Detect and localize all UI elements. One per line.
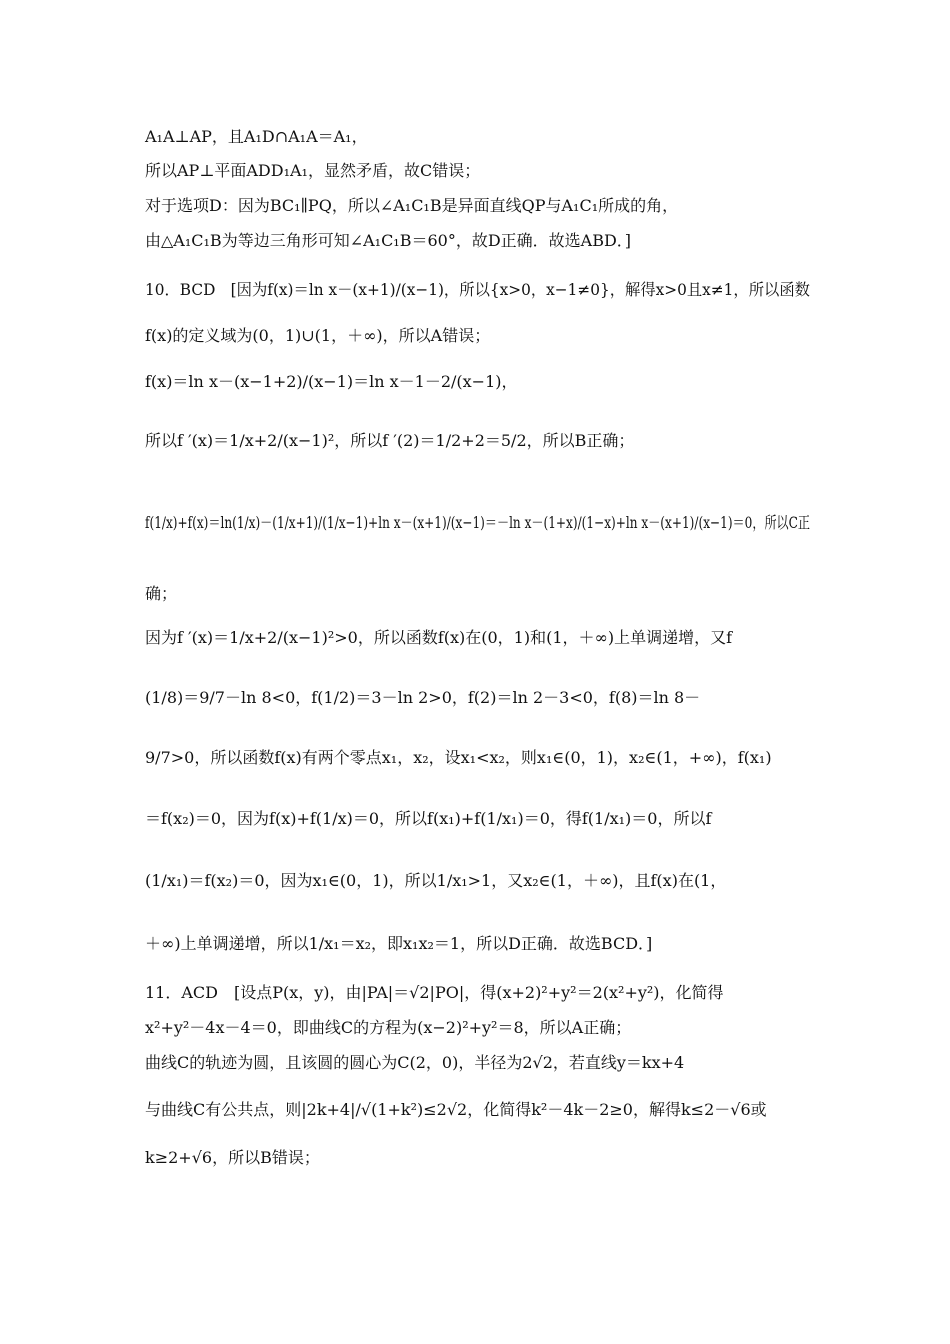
line-text: 对于选项D：因为BC₁∥PQ，所以∠A₁C₁B是异面直线QP与A₁C₁所成的角， bbox=[145, 196, 679, 215]
text-line bbox=[145, 1147, 810, 1169]
line-text: 10．BCD [因为f(x)＝ln x－(x+1)/(x−1)，所以{x>0，x−1≠0}，解得x>0且x≠1，所以函数 bbox=[145, 280, 810, 299]
line-text: f(1/x)+f(x)＝ln(1/x)－(1/x+1)/(1/x−1)+ln x－(x+1)/(x−1)＝－ln x－(1+x)/(1−x)+ln x－(x+1)/(x−1)＝0，所以C正 bbox=[145, 513, 810, 532]
line-text: (1/8)＝9/7－ln 8<0，f(1/2)＝3－ln 2>0，f(2)＝ln 2－3<0，f(8)＝ln 8－ bbox=[145, 688, 701, 707]
line-text: (1/x₁)＝f(x₂)＝0，因为x₁∈(0，1)，所以1/x₁>1，又x₂∈(1，＋∞)，且f(x)在(1， bbox=[145, 871, 727, 890]
text-line bbox=[145, 325, 810, 347]
line-text: 与曲线C有公共点，则|2k+4|/√(1+k²)≤2√2，化简得k²－4k－2≥0，解得k≤2－√6或 bbox=[145, 1100, 767, 1119]
text-line bbox=[145, 808, 810, 830]
text-line bbox=[145, 279, 810, 301]
text-line bbox=[145, 1052, 810, 1074]
line-text: 确； bbox=[145, 584, 178, 603]
text-line bbox=[145, 126, 810, 148]
line-text: 由△A₁C₁B为等边三角形可知∠A₁C₁B＝60°，故D正确．故选ABD．] bbox=[145, 231, 632, 250]
text-line bbox=[145, 870, 810, 892]
text-line bbox=[145, 747, 810, 769]
line-text: 9/7>0，所以函数f(x)有两个零点x₁，x₂，设x₁<x₂，则x₁∈(0，1)，x₂∈(1，+∞)，f(x₁) bbox=[145, 748, 772, 767]
text-line bbox=[145, 371, 810, 393]
line-text: k≥2+√6，所以B错误； bbox=[145, 1148, 320, 1167]
line-text: x²+y²－4x－4＝0，即曲线C的方程为(x−2)²+y²＝8，所以A正确； bbox=[145, 1018, 632, 1037]
text-line bbox=[145, 160, 810, 182]
text-line bbox=[145, 1017, 810, 1039]
text-line bbox=[145, 512, 810, 534]
text-line bbox=[145, 430, 810, 452]
text-line bbox=[145, 627, 810, 649]
text-line bbox=[145, 982, 810, 1004]
line-text: 曲线C的轨迹为圆，且该圆的圆心为C(2，0)，半径为2√2，若直线y＝kx+4 bbox=[145, 1053, 685, 1072]
line-text: f(x)的定义域为(0，1)∪(1，＋∞)，所以A错误； bbox=[145, 326, 491, 345]
text-line bbox=[145, 230, 810, 252]
line-text: f(x)＝ln x－(x−1+2)/(x−1)＝ln x－1－2/(x−1)， bbox=[145, 372, 518, 391]
line-text: 11．ACD [设点P(x，y)，由|PA|＝√2|PO|，得(x+2)²+y²＝2(x²+y²)，化简得 bbox=[145, 983, 724, 1002]
line-text: ＋∞)上单调递增，所以1/x₁＝x₂，即x₁x₂＝1，所以D正确．故选BCD．] bbox=[145, 934, 653, 953]
line-text: ＝f(x₂)＝0，因为f(x)+f(1/x)＝0，所以f(x₁)+f(1/x₁)＝0，得f(1/x₁)＝0，所以f bbox=[145, 809, 712, 828]
text-line bbox=[145, 687, 810, 709]
line-text: 所以f ′(x)＝1/x+2/(x−1)²，所以f ′(2)＝1/2+2＝5/2，所以B正确； bbox=[145, 431, 635, 450]
text-line bbox=[145, 933, 810, 955]
line-text: A₁A⊥AP，且A₁D∩A₁A＝A₁， bbox=[145, 127, 368, 146]
line-text: 所以AP⊥平面ADD₁A₁，显然矛盾，故C错误； bbox=[145, 161, 481, 180]
line-text: 因为f ′(x)＝1/x+2/(x−1)²>0，所以函数f(x)在(0，1)和(1，＋∞)上单调递增，又f bbox=[145, 628, 733, 647]
text-line bbox=[145, 1099, 810, 1121]
text-line bbox=[145, 195, 810, 217]
text-line bbox=[145, 583, 810, 605]
